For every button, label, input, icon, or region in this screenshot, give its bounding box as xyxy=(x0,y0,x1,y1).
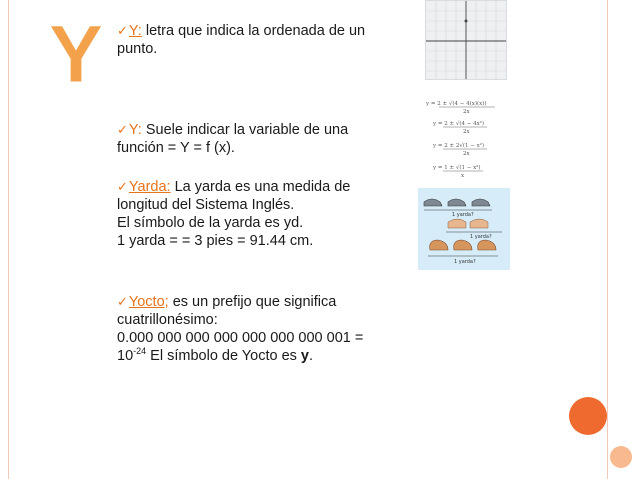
svg-text:y = 2 ± 2√(1 − x²): y = 2 ± 2√(1 − x²) xyxy=(433,143,485,149)
svg-text:2x: 2x xyxy=(463,151,470,157)
checkmark-icon: ✓ xyxy=(117,294,128,309)
definition-text: . xyxy=(309,348,314,364)
checkmark-icon: ✓ xyxy=(117,23,128,38)
decorative-circle-orange xyxy=(569,397,607,435)
yard-label-top: 1 yarda? xyxy=(452,212,474,218)
quadratic-formula-image xyxy=(425,95,505,187)
checkmark-icon: ✓ xyxy=(117,122,128,137)
definition-text: punto. xyxy=(117,41,158,57)
quadratic-formula-steps-icon xyxy=(425,95,505,187)
definition-text: es un prefijo que significa xyxy=(168,294,337,310)
svg-text:y = 1 ± √(1 − x²): y = 1 ± √(1 − x²) xyxy=(433,165,481,171)
definition-text: El símbolo de Yocto es xyxy=(146,348,301,364)
definition-text: 0.000 000 000 000 000 000 000 001 = xyxy=(117,330,364,346)
coordinate-graph-image xyxy=(425,0,507,80)
power-exponent: -24 xyxy=(133,346,147,357)
svg-text:2x: 2x xyxy=(463,109,470,115)
frame-right-line xyxy=(607,0,608,479)
definition-ordinate xyxy=(117,22,407,58)
definition-yarda xyxy=(117,178,407,250)
keyword-y-2: Y: xyxy=(128,122,142,138)
frame-left-line xyxy=(8,0,9,479)
definition-text: 1 yarda = = 3 pies = 91.44 cm. xyxy=(117,233,314,249)
yard-measure-feet-icon xyxy=(418,188,510,270)
title-letter-y xyxy=(36,20,116,90)
power-base: 10 xyxy=(117,348,134,364)
definition-text: La yarda es una medida de xyxy=(170,179,351,195)
coordinate-graph-icon xyxy=(426,1,506,79)
yard-label-mid: 1 yarda? xyxy=(470,234,492,240)
svg-text:2x: 2x xyxy=(463,129,470,135)
svg-text:x: x xyxy=(461,173,465,179)
definition-text: Suele indicar la variable de una xyxy=(141,122,349,138)
definition-variable xyxy=(117,121,407,157)
definition-text: El símbolo de la yarda es yd. xyxy=(117,215,304,231)
svg-text:y = 2 ± √(4 − 4x²): y = 2 ± √(4 − 4x²) xyxy=(433,121,485,127)
checkmark-icon: ✓ xyxy=(117,179,128,194)
svg-text:y = 2 ± √(4 − 4(x)(x)): y = 2 ± √(4 − 4(x)(x)) xyxy=(426,101,487,107)
keyword-y-1: Y: xyxy=(128,23,142,39)
yard-label-bot: 1 yarda? xyxy=(454,259,476,265)
yocto-symbol: y xyxy=(300,348,309,364)
title-letter-y-text: Y xyxy=(48,20,104,90)
keyword-yarda: Yarda: xyxy=(128,179,171,195)
definition-text: cuatrillonésimo: xyxy=(117,312,218,328)
yard-measure-image xyxy=(418,188,510,270)
definition-text: función = Y = f (x). xyxy=(117,140,235,156)
definition-yocto xyxy=(117,293,407,365)
definition-text: letra que indica la ordenada de un xyxy=(141,23,366,39)
decorative-circle-peach xyxy=(610,446,632,468)
keyword-yocto: Yocto; xyxy=(128,294,169,310)
definition-text: longitud del Sistema Inglés. xyxy=(117,197,295,213)
